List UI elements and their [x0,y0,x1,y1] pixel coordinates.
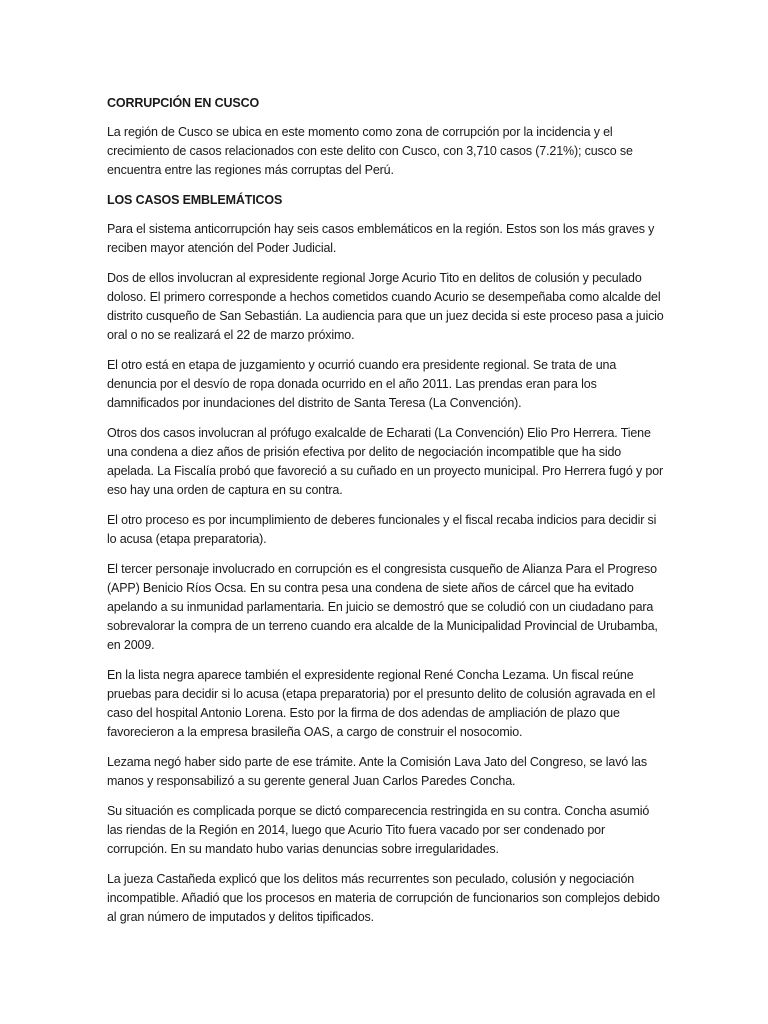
paragraph-11: La jueza Castañeda explicó que los delitos más recurrentes son peculado, colusión y negociación incompatible. Añadió que los procesos en materia de corrupción de funcionarios son complejos debido al gran número de imputados y delitos tipificados. [107,872,660,924]
paragraph-9: Lezama negó haber sido parte de ese trámite. Ante la Comisión Lava Jato del Congreso, se lavó las manos y responsabilizó a su gerente general Juan Carlos Paredes Concha. [107,755,647,788]
section-heading-casos: LOS CASOS EMBLEMÁTICOS [107,193,283,207]
paragraph-2: Para el sistema anticorrupción hay seis casos emblemáticos en la región. Estos son los más graves y reciben mayor atención del Poder Judicial. [107,222,655,255]
paragraph-4: El otro está en etapa de juzgamiento y ocurrió cuando era presidente regional. Se trata de una denuncia por el desvío de ropa donada ocurrido en el año 2011. Las prendas eran para los damnificados por inundaciones del distrito de Santa Teresa (La Convención). [107,358,617,410]
paragraph-8: En la lista negra aparece también el expresidente regional René Concha Lezama. Un fiscal reúne pruebas para decidir si lo acusa (etapa preparatoria) por el presunto delito de colusión agravada en el caso del hospital Antonio Lorena. Esto por la firma de dos adendas de ampliación de plazo que favorecieron a la empresa brasileña OAS, a cargo de construir el nosocomio. [107,668,656,739]
paragraph-6: El otro proceso es por incumplimiento de deberes funcionales y el fiscal recaba indicios para decidir si lo acusa (etapa preparatoria). [107,513,657,546]
paragraph-5: Otros dos casos involucran al prófugo exalcalde de Echarati (La Convención) Elio Pro Herrera. Tiene una condena a diez años de prisión efectiva por delito de negociación incompatible que ha sido apelada. La Fiscalía probó que favoreció a su cuñado en un proyecto municipal. Pro Herrera fugó y por eso hay una orden de captura en su contra. [107,426,664,497]
paragraph-7: El tercer personaje involucrado en corrupción es el congresista cusqueño de Alianza Para el Progreso (APP) Benicio Ríos Ocsa. En su contra pesa una condena de siete años de cárcel que ha evitado apelando a su inmunidad parlamentaria. En juicio se demostró que se coludió con un ciudadano para sobrevalorar la compra de un terreno cuando era alcalde de la Municipalidad Provincial de Urubamba, en 2009. [107,562,658,652]
document-page [107,94,667,938]
paragraph-10: Su situación es complicada porque se dictó comparecencia restringida en su contra. Concha asumió las riendas de la Región en 2014, luego que Acurio Tito fuera vacado por ser condenado por corrupción. En su mandato hubo varias denuncias sobre irregularidades. [107,804,650,856]
paragraph-3: Dos de ellos involucran al expresidente regional Jorge Acurio Tito en delitos de colusión y peculado doloso. El primero corresponde a hechos cometidos cuando Acurio se desempeñaba como alcalde del distrito cusqueño de San Sebastián. La audiencia para que un juez decida si este proceso pasa a juicio oral o no se realizará el 22 de marzo próximo. [107,271,664,342]
section-heading-corrupcion: CORRUPCIÓN EN CUSCO [107,96,260,110]
paragraph-1: La región de Cusco se ubica en este momento como zona de corrupción por la incidencia y el crecimiento de casos relacionados con este delito con Cusco, con 3,710 casos (7.21%); cusco se encuentra entre las regiones más corruptas del Perú. [107,125,633,177]
